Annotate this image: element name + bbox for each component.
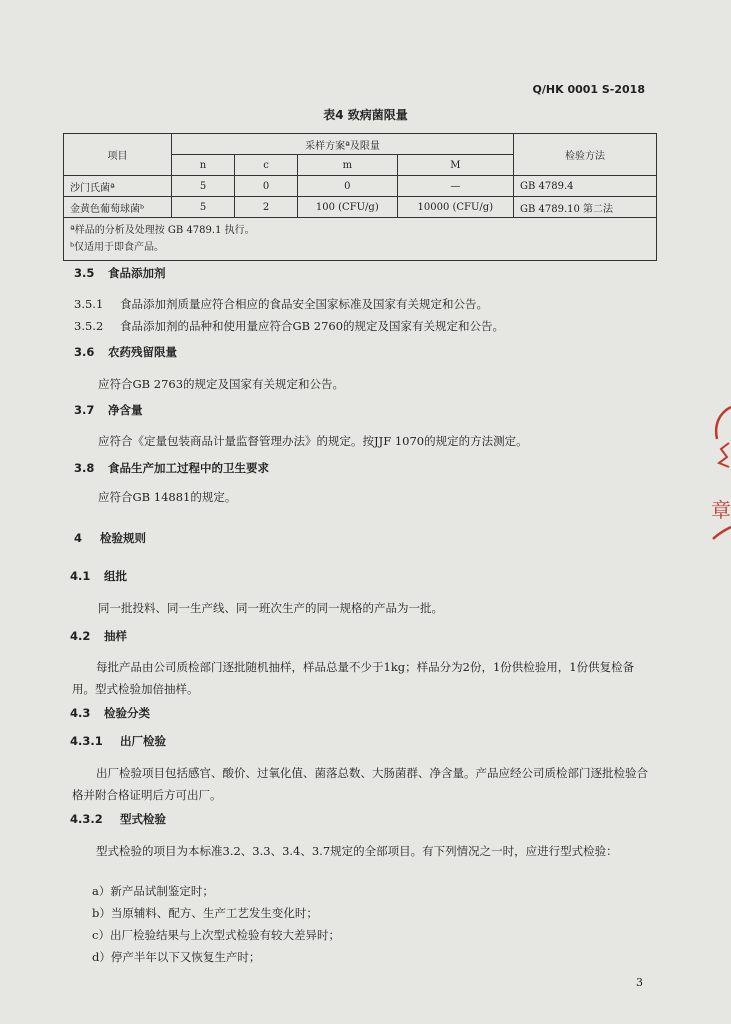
- section-title: 检验规则: [100, 531, 147, 545]
- section-number: 3.8: [74, 461, 95, 475]
- cell-method: GB 4789.10 第二法: [514, 197, 657, 218]
- list-item: b）当原辅料、配方、生产工艺发生变化时；: [92, 906, 318, 920]
- cell-c: 0: [235, 176, 298, 197]
- header-c: c: [235, 155, 298, 176]
- cell-m: 0: [298, 176, 398, 197]
- list-item: a）新产品试制鉴定时；: [92, 884, 214, 898]
- section-4-3-1-heading: [70, 733, 166, 749]
- section-number: 3.6: [74, 345, 95, 359]
- cell-c: 2: [235, 197, 298, 218]
- section-title: 农药残留限量: [108, 345, 178, 359]
- seal-stamp-fragment: [711, 405, 731, 540]
- stamp-arc-top: [716, 407, 731, 439]
- table-header-row: [64, 134, 657, 155]
- cell-m: 100 (CFU/g): [298, 197, 398, 218]
- header-M: M: [397, 155, 513, 176]
- clause-3-5-2: [74, 318, 504, 334]
- cell-method: GB 4789.4: [514, 176, 657, 197]
- stamp-arc-bottom: [713, 527, 731, 539]
- section-number: 4.3: [70, 706, 91, 720]
- section-3-7-heading: [74, 402, 143, 418]
- cell-n: 5: [172, 197, 235, 218]
- list-item: d）停产半年以下又恢复生产时；: [92, 950, 261, 964]
- section-title: 食品生产加工过程中的卫生要求: [108, 461, 270, 475]
- header-sampling-plan: 采样方案ª及限量: [172, 134, 514, 155]
- section-4-1-text: 同一批投料、同一生产线、同一班次生产的同一规格的产品为一批。: [98, 601, 443, 615]
- section-4-3-2-heading: [70, 811, 166, 827]
- section-number: 4.2: [70, 629, 91, 643]
- pathogen-limit-table: [63, 133, 657, 261]
- header-method: 检验方法: [514, 134, 657, 176]
- table-note: ᵇ仅适用于即食产品。: [70, 242, 164, 253]
- stamp-char: 章: [711, 498, 731, 522]
- table-notes: [64, 218, 657, 261]
- section-3-8-text: 应符合GB 14881的规定。: [98, 490, 237, 504]
- table-notes-row: [64, 218, 657, 261]
- section-4-heading: [74, 530, 146, 546]
- page-number: 3: [636, 976, 643, 989]
- header-n: n: [172, 155, 235, 176]
- clause-3-5-1: [74, 296, 488, 312]
- section-title: 组批: [104, 569, 128, 583]
- section-3-7-text: 应符合《定量包装商品计量监督管理办法》的规定。按JJF 1070的规定的方法测定。: [98, 434, 528, 448]
- section-title: 净含量: [108, 403, 143, 417]
- section-title: 检验分类: [104, 706, 151, 720]
- section-title: 抽样: [104, 629, 128, 643]
- section-4-2-heading: [70, 628, 127, 644]
- section-3-6-heading: [74, 344, 177, 360]
- header-m: m: [298, 155, 398, 176]
- section-number: 3.5: [74, 266, 95, 280]
- clause-number: 3.5.1: [74, 297, 104, 311]
- clause-number: 3.5.2: [74, 319, 104, 333]
- section-3-5-heading: [74, 265, 166, 281]
- cell-item: 沙门氏菌ª: [64, 176, 172, 197]
- cell-item: 金黄色葡萄球菌ᵇ: [64, 197, 172, 218]
- table-note: ª样品的分析及处理按 GB 4789.1 执行。: [70, 225, 255, 236]
- header-item: 项目: [64, 134, 172, 176]
- stamp-mark: [719, 443, 729, 467]
- table-row: [64, 197, 657, 218]
- section-title: 型式检验: [120, 812, 167, 826]
- section-number: 4.1: [70, 569, 91, 583]
- section-4-3-heading: [70, 705, 150, 721]
- cell-M: —: [397, 176, 513, 197]
- section-4-3-1-text: 出厂检验项目包括感官、酸价、过氧化值、菌落总数、大肠菌群、净含量。产品应经公司质检部门逐批检验合格并附合格证明后方可出厂。: [72, 766, 648, 802]
- section-3-8-heading: [74, 460, 269, 476]
- section-number: 4: [74, 531, 83, 545]
- section-4-3-2-text: 型式检验的项目为本标准3.2、3.3、3.4、3.7规定的全部项目。有下列情况之一时，应进行型式检验：: [96, 844, 618, 858]
- clause-text: 食品添加剂质量应符合相应的食品安全国家标准及国家有关规定和公告。: [120, 297, 488, 311]
- cell-M: 10000 (CFU/g): [397, 197, 513, 218]
- cell-n: 5: [172, 176, 235, 197]
- standard-code: Q/HK 0001 S-2018: [532, 83, 645, 96]
- section-title: 出厂检验: [120, 734, 167, 748]
- section-4-1-heading: [70, 568, 127, 584]
- section-4-2-text: 每批产品由公司质检部门逐批随机抽样，样品总量不少于1kg；样品分为2份，1份供检验用，1份供复检备用。型式检验加倍抽样。: [72, 660, 635, 696]
- section-number: 4.3.1: [70, 734, 103, 748]
- section-title: 食品添加剂: [108, 266, 166, 280]
- list-item: c）出厂检验结果与上次型式检验有较大差异时；: [92, 928, 340, 942]
- table-title: 表4 致病菌限量: [323, 108, 408, 122]
- section-number: 3.7: [74, 403, 95, 417]
- clause-text: 食品添加剂的品种和使用量应符合GB 2760的规定及国家有关规定和公告。: [120, 319, 505, 333]
- section-number: 4.3.2: [70, 812, 103, 826]
- section-3-6-text: 应符合GB 2763的规定及国家有关规定和公告。: [98, 377, 345, 391]
- table-row: [64, 176, 657, 197]
